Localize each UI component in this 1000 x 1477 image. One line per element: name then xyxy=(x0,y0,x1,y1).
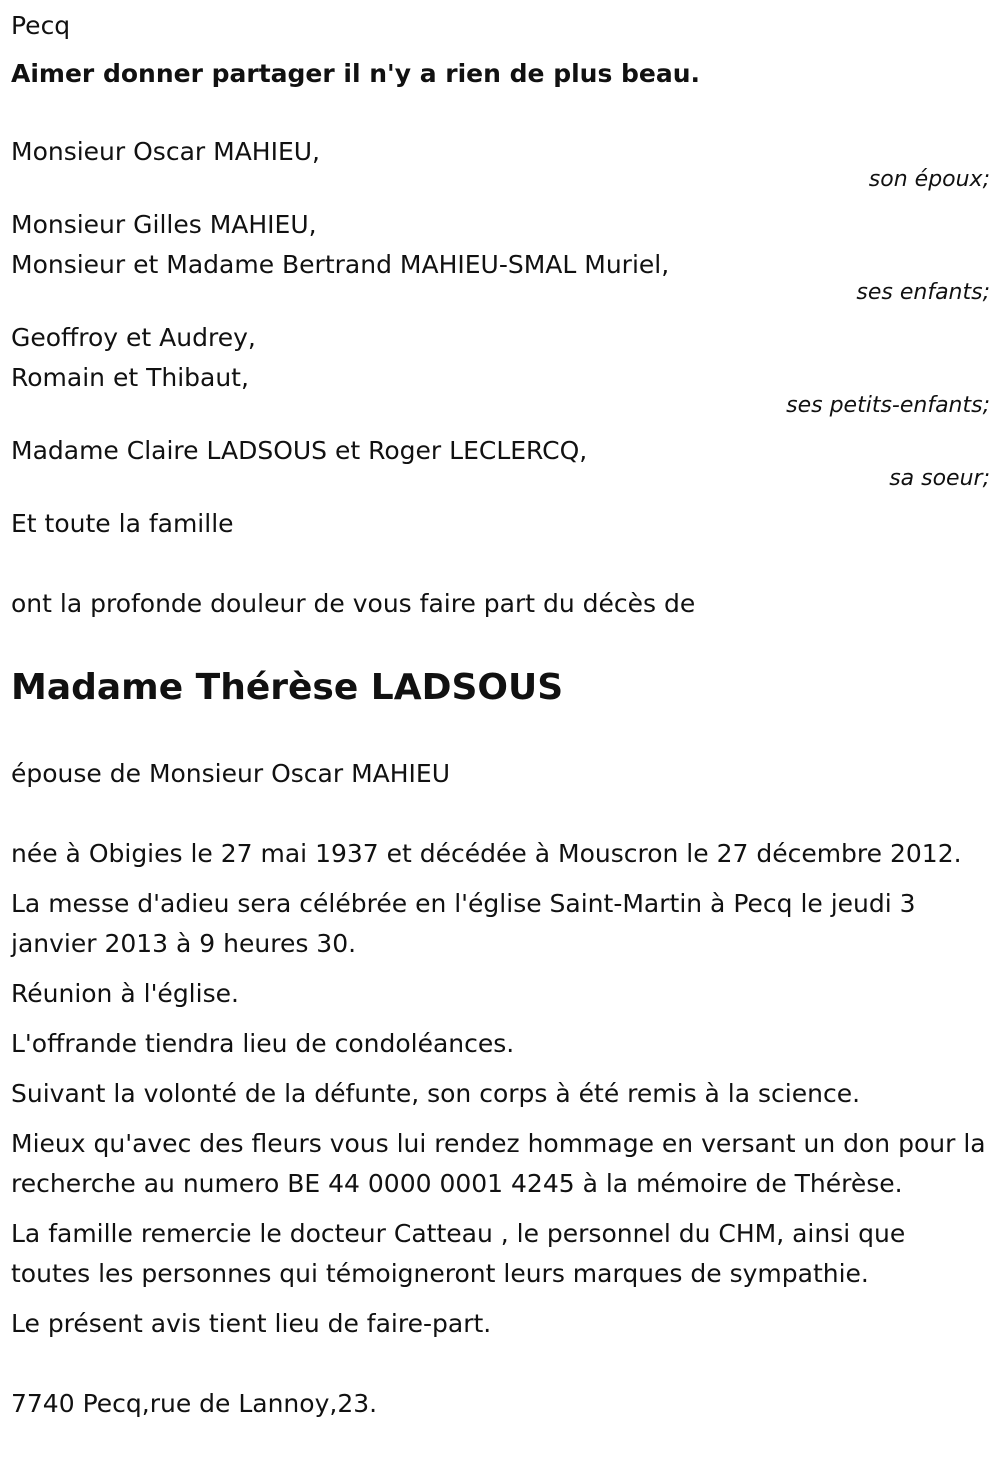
donation-note: Mieux qu'avec des fleurs vous lui rendez hommage en versant un don pour la recherche au numero BE 44 0000 0001 4245 à la mémoire de Thérèse. xyxy=(11,1129,986,1198)
announcement: ont la profonde douleur de vous faire part du décès de xyxy=(11,589,696,618)
birth-death: née à Obigies le 27 mai 1937 et décédée à Mouscron le 27 décembre 2012. xyxy=(11,839,962,868)
sister-role: sa soeur; xyxy=(889,466,990,491)
deceased-name: Madame Thérèse LADSOUS xyxy=(11,667,564,708)
gathering-note: Réunion à l'église. xyxy=(11,979,239,1008)
sister-name: Madame Claire LADSOUS et Roger LECLERCQ, xyxy=(11,436,588,465)
grandchild-name: Romain et Thibaut, xyxy=(11,363,249,392)
grandchildren-role: ses petits-enfants; xyxy=(786,393,990,418)
spouse-role: son époux; xyxy=(868,167,990,192)
children-role: ses enfants; xyxy=(856,280,990,305)
child-name: Monsieur Gilles MAHIEU, xyxy=(11,210,317,239)
motto: Aimer donner partager il n'y a rien de plus beau. xyxy=(11,59,701,88)
family-spouse xyxy=(11,132,990,192)
child-name: Monsieur et Madame Bertrand MAHIEU-SMAL Muriel, xyxy=(11,250,670,279)
family-children xyxy=(11,205,990,305)
spouse-line: épouse de Monsieur Oscar MAHIEU xyxy=(11,759,451,788)
obituary-notice xyxy=(11,6,990,1424)
spacer xyxy=(11,94,990,132)
thanks-note: La famille remercie le docteur Catteau , le personnel du CHM, ainsi que toutes les personnes qui témoigneront leurs marques de sympathie. xyxy=(11,1219,906,1288)
spouse-name: Monsieur Oscar MAHIEU, xyxy=(11,137,321,166)
address: 7740 Pecq,rue de Lannoy,23. xyxy=(11,1389,378,1418)
location-header: Pecq xyxy=(11,11,71,40)
science-note: Suivant la volonté de la défunte, son corps à été remis à la science. xyxy=(11,1079,861,1108)
grandchild-name: Geoffroy et Audrey, xyxy=(11,323,256,352)
funeral-mass: La messe d'adieu sera célébrée en l'église Saint-Martin à Pecq le jeudi 3 janvier 2013 à 9 heures 30. xyxy=(11,889,916,958)
family-others: Et toute la famille xyxy=(11,509,234,538)
notice-note: Le présent avis tient lieu de faire-part. xyxy=(11,1309,492,1338)
family-sister xyxy=(11,431,990,491)
family-grandchildren xyxy=(11,318,990,418)
offering-note: L'offrande tiendra lieu de condoléances. xyxy=(11,1029,515,1058)
